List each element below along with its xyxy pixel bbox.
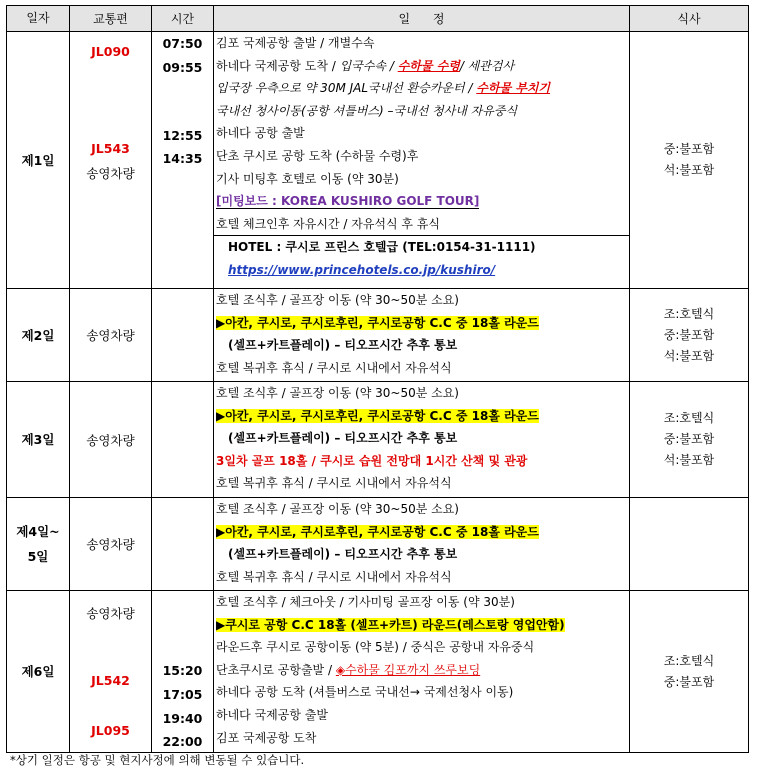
transport-car: 송영차량 [70,382,152,498]
meeting-board: [미팅보드 : KOREA KUSHIRO GOLF TOUR] [216,194,480,209]
hotel-link[interactable]: https://www.princehotels.co.jp/kushiro/ [228,262,496,277]
meal-info: 중:불포함 [663,142,715,156]
schedule-line: 호텔 조식후 / 체크아웃 / 기사미팅 골프장 이동 (약 30분) [216,595,515,609]
schedule-line: 단초쿠시로 공항출발 / ◈수하물 김포까지 쓰루보딩 [216,662,481,677]
schedule-line: 호텔 체크인후 자유시간 / 자유석식 후 휴식 [214,213,629,237]
header-row [7,6,749,32]
schedule-line: (셀프+카트플레이) – 티오프시간 추후 통보 [228,338,458,353]
header-time: 시간 [152,6,214,32]
flight-number: JL543 [91,141,130,156]
schedule-line: 입국장 우측으로 약 30M JAL국내선 환승카운터 / 수하물 부치기 [216,81,551,96]
meal-info: 중:불포함 [663,327,715,342]
table-row [7,289,749,382]
flight-number: JL542 [91,673,130,688]
transport-car: 송영차량 [70,289,152,382]
schedule-line: 호텔 복귀후 휴식 / 쿠시로 시내에서 자유석식 [216,360,452,375]
golf-round: ▶아칸, 쿠시로, 쿠시로후린, 쿠시로공항 C.C 중 18홀 라운드 [216,524,539,539]
schedule-line: 하네다 국제공항 출발 [216,707,328,722]
hotel-info: HOTEL : 쿠시로 프린스 호텔급 (TEL:0154-31-1111) [228,240,536,255]
time-value: 09:55 [162,60,203,75]
meal-info: 석:불포함 [663,348,715,363]
time-value: 12:55 [162,128,203,143]
transport-car: 송영차량 [70,498,152,591]
meal-info: 석:불포함 [663,453,715,467]
table-row [7,498,749,591]
meal-info: 조:호텔식 [663,306,715,321]
schedule-line: 라운드후 쿠시로 공항이동 (약 5분) / 중식은 공항내 자유중식 [216,640,535,655]
flight-number: JL090 [91,44,130,59]
golf-round: ▶아칸, 쿠시로, 쿠시로후린, 쿠시로공항 C.C 중 18홀 라운드 [216,408,539,423]
table-row [7,591,749,753]
schedule-line: 호텔 조식후 / 골프장 이동 (약 30~50분 소요) [216,386,459,400]
footnote: *상기 일정은 항공 및 현지사정에 의해 변동될 수 있습니다. [10,753,305,767]
schedule-line: 호텔 복귀후 휴식 / 쿠시로 시내에서 자유석식 [216,569,452,584]
schedule-line: 하네다 공항 도착 (셔틀버스로 국내선→ 국제선청사 이동) [216,685,514,700]
header-day: 일자 [7,6,70,32]
meal-info: 조:호텔식 [663,411,715,425]
schedule-line: 하네다 공항 출발 [216,126,305,141]
header-transport: 교통편 [70,6,152,32]
schedule-line: 김포 국제공항 도착 [216,730,317,745]
schedule-line: 호텔 복귀후 휴식 / 쿠시로 시내에서 자유석식 [216,476,452,491]
day-label: 제3일 [7,382,70,498]
flight-number: JL095 [91,723,130,738]
sightseeing-line: 3일차 골프 18홀 / 쿠시로 습원 전망대 1시간 산책 및 관광 [216,453,528,468]
schedule-line: (셀프+카트플레이) – 티오프시간 추후 통보 [228,547,458,562]
header-meal: 식사 [630,6,749,32]
schedule-line: 기사 미팅후 호텔로 이동 (약 30분) [216,171,399,186]
meal-info: 조:호텔식 [663,653,715,668]
golf-round: ▶아칸, 쿠시로, 쿠시로후린, 쿠시로공항 C.C 중 18홀 라운드 [216,315,539,330]
time-value: 07:50 [162,36,203,51]
time-value: 14:35 [162,151,203,166]
time-value: 19:40 [162,711,203,726]
transport-car: 송영차량 [86,166,135,181]
day-label: 제2일 [7,289,70,382]
schedule-line: 김포 국제공항 출발 / 개별수속 [216,36,375,50]
day-label: 제1일 [7,32,70,289]
schedule-line: 국내선 청사이동(공항 셔틀버스) –국내선 청사내 자유중식 [216,103,518,118]
table-row [7,382,749,498]
schedule-line: 호텔 조식후 / 골프장 이동 (약 30~50분 소요) [216,502,459,516]
meal-info: 중:불포함 [663,674,715,689]
day-label: 5일 [27,549,49,564]
schedule-line: 단초 쿠시로 공항 도착 (수하물 수령)후 [216,148,419,163]
header-schedule: 일 정 [214,6,630,32]
transport-car: 송영차량 [86,606,135,621]
meal-info: 중:불포함 [663,432,715,446]
schedule-line: 호텔 조식후 / 골프장 이동 (약 30~50분 소요) [216,293,459,307]
day-label: 제4일~ [16,524,60,539]
day-label: 제6일 [7,591,70,753]
time-value: 17:05 [162,687,203,702]
golf-round: ▶쿠시로 공항 C.C 18홀 (셀프+카트) 라운드(레스토랑 영업안함) [216,617,565,632]
itinerary-table [6,5,749,753]
meal-info: 석:불포함 [663,163,715,177]
time-value: 15:20 [162,663,203,678]
table-row [7,32,749,289]
time-value: 22:00 [162,734,203,749]
schedule-line: (셀프+카트플레이) – 티오프시간 추후 통보 [228,431,458,446]
schedule-line: 하네다 국제공항 도착 / 입국수속 / 수하물 수령/ 세관검사 [216,58,515,73]
